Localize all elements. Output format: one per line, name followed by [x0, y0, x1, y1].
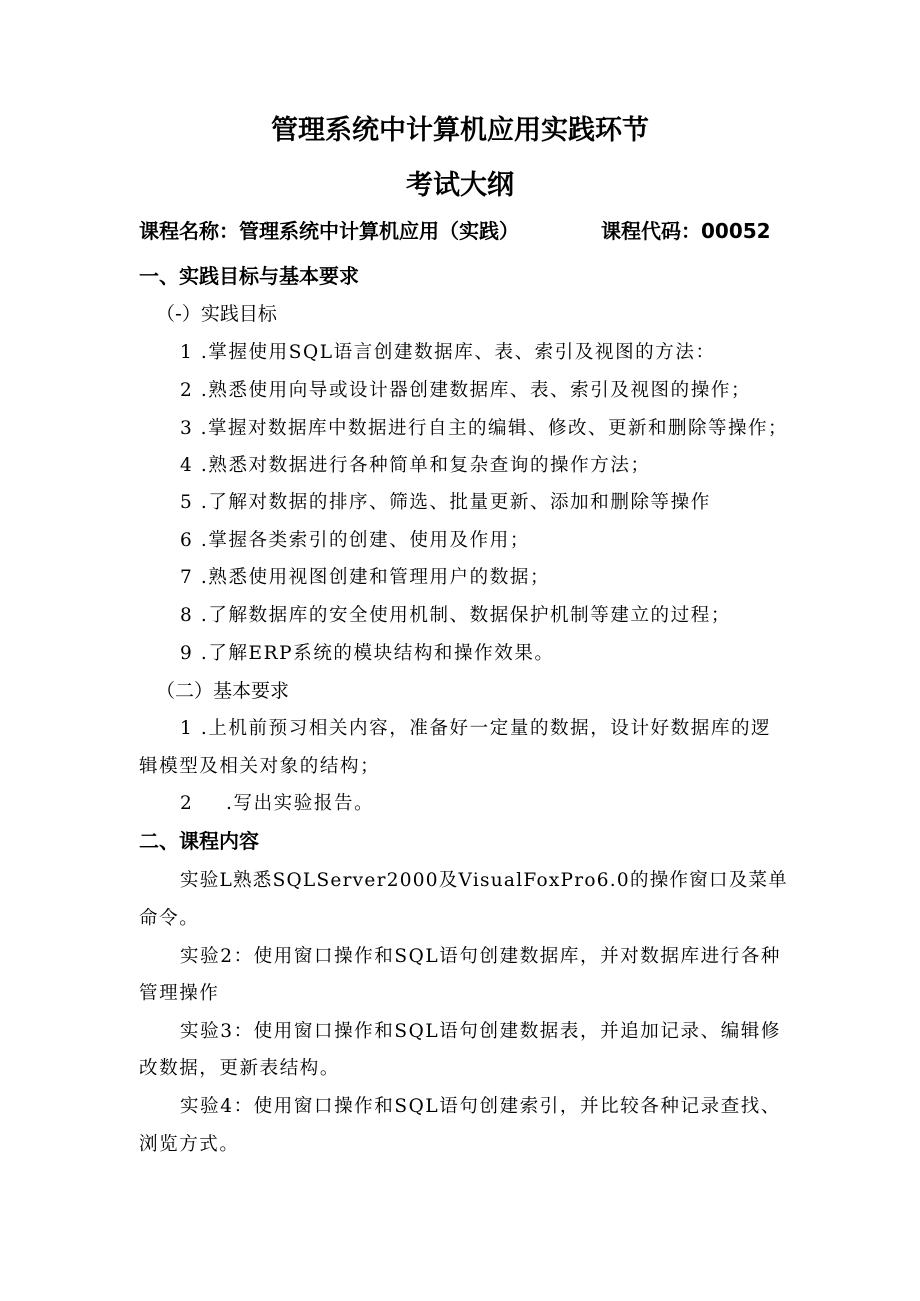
experiment-1-line-1: 实验L熟悉SQLServer2000及VisualFoxPro6.0的操作窗口及菜单 — [180, 870, 788, 891]
item-number: 7 — [180, 567, 194, 588]
item-number: 2 — [180, 380, 194, 401]
objective-item-4 — [180, 452, 651, 480]
experiment-3-line-2: 改数据，更新表结构。 — [139, 1058, 341, 1079]
item-text: .写出实验报告。 — [226, 793, 375, 814]
item-text: .熟悉对数据进行各种简单和复杂查询的操作方法； — [200, 455, 651, 476]
item-text: .了解对数据的排序、筛选、批量更新、添加和删除等操作 — [200, 492, 711, 513]
item-number: 2 — [180, 793, 194, 814]
objective-item-2 — [180, 377, 751, 405]
item-number: 4 — [180, 455, 194, 476]
item-number: 8 — [180, 605, 194, 626]
objective-item-8 — [180, 602, 731, 630]
requirement-item-1-line-1 — [180, 715, 771, 743]
objective-item-6 — [180, 527, 530, 555]
section-1-heading: 一、实践目标与基本要求 — [139, 264, 359, 288]
objective-item-3 — [180, 415, 788, 443]
objective-item-7 — [180, 564, 550, 592]
objective-item-9 — [180, 640, 555, 668]
item-text: .熟悉使用视图创建和管理用户的数据； — [200, 567, 551, 588]
item-text: .掌握使用SQL语言创建数据库、表、索引及视图的方法： — [200, 342, 716, 363]
experiment-2-line-1: 实验2：使用窗口操作和SQL语句创建数据库，并对数据库进行各种 — [180, 946, 781, 967]
item-text: .了解ERP系统的模块结构和操作效果。 — [200, 643, 555, 664]
item-text: .了解数据库的安全使用机制、数据保护机制等建立的过程； — [200, 605, 731, 626]
item-number: 9 — [180, 643, 194, 664]
requirement-item-2 — [180, 790, 374, 818]
section-1-2-heading: （二）基本要求 — [156, 680, 290, 702]
experiment-2-line-2: 管理操作 — [139, 983, 220, 1004]
section-2-heading: 二、课程内容 — [139, 829, 259, 853]
experiment-1-line-2: 命令。 — [139, 908, 200, 929]
item-number: 1 — [180, 718, 194, 739]
item-number: 5 — [180, 492, 194, 513]
requirement-item-1-line-2: 辑模型及相关对象的结构； — [139, 756, 381, 777]
section-1-1-heading: （-）实践目标 — [156, 303, 277, 325]
document-title: 管理系统中计算机应用实践环节 — [271, 115, 649, 146]
item-text: .掌握各类索引的创建、使用及作用； — [200, 530, 530, 551]
item-number: 1 — [180, 342, 194, 363]
item-text: .掌握对数据库中数据进行自主的编辑、修改、更新和删除等操作； — [200, 418, 789, 439]
objective-item-5 — [180, 489, 711, 517]
course-name: 课程名称：管理系统中计算机应用（实践） — [139, 219, 519, 243]
experiment-3-line-1: 实验3：使用窗口操作和SQL语句创建数据表，并追加记录、编辑修 — [180, 1021, 781, 1042]
item-number: 6 — [180, 530, 194, 551]
experiment-4-line-1: 实验4：使用窗口操作和SQL语句创建索引，并比较各种记录查找、 — [180, 1096, 781, 1117]
item-text: .上机前预习相关内容，准备好一定量的数据，设计好数据库的逻 — [200, 718, 772, 739]
objective-item-1 — [180, 339, 716, 367]
course-code: 课程代码：00052 — [601, 219, 771, 243]
item-number: 3 — [180, 418, 194, 439]
document-subtitle: 考试大纲 — [406, 170, 514, 201]
experiment-4-line-2: 浏览方式。 — [139, 1134, 240, 1155]
item-text: .熟悉使用向导或设计器创建数据库、表、索引及视图的操作； — [200, 380, 752, 401]
